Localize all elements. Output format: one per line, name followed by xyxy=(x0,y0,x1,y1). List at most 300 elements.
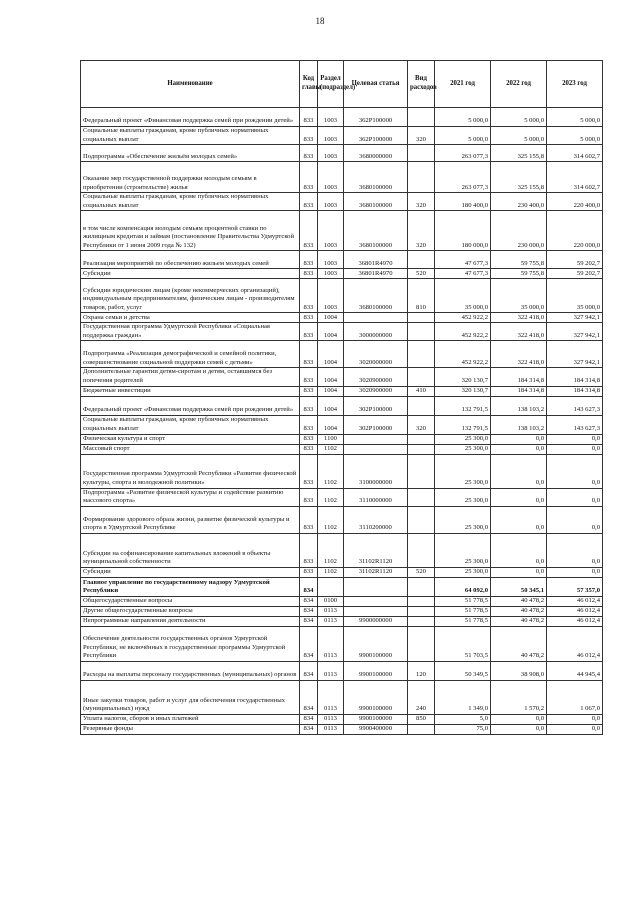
row-2023: 46 012,4 xyxy=(547,606,603,616)
table-row xyxy=(81,680,603,714)
row-name: Социальные выплаты гражданам, кроме публичных нормативных социальных выплат xyxy=(81,193,300,211)
row-code: 833 xyxy=(300,396,318,415)
row-code: 833 xyxy=(300,434,318,444)
row-2022: 0,0 xyxy=(491,724,547,734)
row-code: 833 xyxy=(300,145,318,162)
row-2023: 0,0 xyxy=(547,567,603,577)
row-article xyxy=(344,606,408,616)
row-2023: 143 627,3 xyxy=(547,396,603,415)
row-section: 1004 xyxy=(318,396,344,415)
row-type xyxy=(408,533,435,567)
row-type xyxy=(408,396,435,415)
row-2022: 322 418,0 xyxy=(491,313,547,323)
row-2021: 452 922,2 xyxy=(435,341,491,368)
row-code: 834 xyxy=(300,616,318,626)
table-body xyxy=(81,108,603,735)
row-2022: 59 755,8 xyxy=(491,251,547,269)
row-article: 302P100000 xyxy=(344,396,408,415)
table-row xyxy=(81,577,603,596)
row-section xyxy=(318,577,344,596)
row-2022: 325 155,8 xyxy=(491,162,547,193)
row-code: 833 xyxy=(300,279,318,313)
row-2023: 57 357,0 xyxy=(547,577,603,596)
row-code: 833 xyxy=(300,415,318,434)
row-2023: 220 400,0 xyxy=(547,193,603,211)
row-article: 3020000000 xyxy=(344,341,408,368)
row-section: 0113 xyxy=(318,714,344,724)
row-2023: 0,0 xyxy=(547,444,603,454)
row-article: 3680100000 xyxy=(344,193,408,211)
row-2021: 51 778,5 xyxy=(435,596,491,606)
header-type: Вид расходов xyxy=(408,61,435,108)
row-2023: 5 000,0 xyxy=(547,108,603,127)
row-name: Оказание мер государственной поддержки молодым семьям в приобретении (строительстве) жилья xyxy=(81,162,300,193)
row-2023: 35 000,0 xyxy=(547,279,603,313)
row-name: Расходы на выплаты персоналу государственных (муниципальных) органов xyxy=(81,661,300,680)
row-2022: 5 000,0 xyxy=(491,108,547,127)
header-2023: 2023 год xyxy=(547,61,603,108)
row-2023: 184 314,8 xyxy=(547,386,603,396)
row-section: 1102 xyxy=(318,444,344,454)
row-2022: 322 418,0 xyxy=(491,341,547,368)
row-2021: 51 778,5 xyxy=(435,616,491,626)
row-name: Непрограммные направления деятельности xyxy=(81,616,300,626)
row-section: 1102 xyxy=(318,488,344,506)
row-2021: 75,0 xyxy=(435,724,491,734)
row-name: Другие общегосударственные вопросы xyxy=(81,606,300,616)
row-type: 320 xyxy=(408,193,435,211)
row-2022: 184 314,8 xyxy=(491,368,547,386)
row-section: 1102 xyxy=(318,533,344,567)
table-row xyxy=(81,724,603,734)
row-2023: 0,0 xyxy=(547,533,603,567)
row-section: 0100 xyxy=(318,596,344,606)
row-section: 0113 xyxy=(318,724,344,734)
row-2021: 5 000,0 xyxy=(435,127,491,145)
row-code: 834 xyxy=(300,596,318,606)
row-section: 1003 xyxy=(318,211,344,251)
row-article: 3110000000 xyxy=(344,488,408,506)
row-type xyxy=(408,368,435,386)
table-row xyxy=(81,444,603,454)
row-type xyxy=(408,454,435,488)
row-type xyxy=(408,323,435,341)
row-name: Уплата налогов, сборов и иных платежей xyxy=(81,714,300,724)
row-2022: 138 103,2 xyxy=(491,415,547,434)
table-row xyxy=(81,269,603,279)
row-section: 1102 xyxy=(318,454,344,488)
row-2023: 0,0 xyxy=(547,714,603,724)
row-code: 833 xyxy=(300,444,318,454)
row-type xyxy=(408,434,435,444)
row-section: 1003 xyxy=(318,279,344,313)
row-code: 834 xyxy=(300,577,318,596)
row-type: 520 xyxy=(408,567,435,577)
table-row xyxy=(81,488,603,506)
row-2023: 314 602,7 xyxy=(547,145,603,162)
table-row xyxy=(81,626,603,661)
row-2022: 0,0 xyxy=(491,488,547,506)
table-row xyxy=(81,386,603,396)
row-type xyxy=(408,596,435,606)
row-2023: 1 067,0 xyxy=(547,680,603,714)
row-2021: 25 300,0 xyxy=(435,454,491,488)
header-section: Раздел (подраздел) xyxy=(318,61,344,108)
row-section: 1004 xyxy=(318,368,344,386)
row-2022: 322 418,0 xyxy=(491,323,547,341)
row-name: Дополнительные гарантии детям-сиротам и детям, оставшимся без попечения родителей xyxy=(81,368,300,386)
row-section: 1003 xyxy=(318,269,344,279)
row-code: 833 xyxy=(300,533,318,567)
row-2023: 0,0 xyxy=(547,488,603,506)
budget-table xyxy=(80,60,603,735)
row-code: 833 xyxy=(300,454,318,488)
row-2023: 314 602,7 xyxy=(547,162,603,193)
row-code: 833 xyxy=(300,323,318,341)
row-2021: 452 922,2 xyxy=(435,313,491,323)
row-type xyxy=(408,444,435,454)
row-name: Подпрограмма «Реализация демографической и семейной политики, совершенствование социальной поддержки семей с детьми» xyxy=(81,341,300,368)
table-row xyxy=(81,193,603,211)
row-section: 1003 xyxy=(318,193,344,211)
row-2023: 44 945,4 xyxy=(547,661,603,680)
row-2023: 59 202,7 xyxy=(547,251,603,269)
row-2023: 327 942,1 xyxy=(547,323,603,341)
row-code: 833 xyxy=(300,567,318,577)
row-2021: 25 300,0 xyxy=(435,488,491,506)
row-2021: 263 077,3 xyxy=(435,162,491,193)
row-type: 120 xyxy=(408,661,435,680)
row-type: 240 xyxy=(408,680,435,714)
row-section: 1102 xyxy=(318,567,344,577)
row-type xyxy=(408,108,435,127)
row-2022: 5 000,0 xyxy=(491,127,547,145)
row-article: 302P100000 xyxy=(344,415,408,434)
row-name: Главное управление по государственному надзору Удмуртской Республики xyxy=(81,577,300,596)
row-article: 3680100000 xyxy=(344,279,408,313)
row-code: 833 xyxy=(300,251,318,269)
row-article xyxy=(344,596,408,606)
row-type xyxy=(408,724,435,734)
row-code: 833 xyxy=(300,127,318,145)
row-2021: 5,0 xyxy=(435,714,491,724)
row-name: Резервные фонды xyxy=(81,724,300,734)
row-section: 0113 xyxy=(318,680,344,714)
table-row xyxy=(81,341,603,368)
row-2022: 138 103,2 xyxy=(491,396,547,415)
row-section: 0113 xyxy=(318,661,344,680)
row-article: 9900100000 xyxy=(344,661,408,680)
row-code: 833 xyxy=(300,368,318,386)
row-2021: 50 349,5 xyxy=(435,661,491,680)
header-2021: 2021 год xyxy=(435,61,491,108)
row-2021: 25 300,0 xyxy=(435,506,491,533)
row-2021: 51 778,5 xyxy=(435,606,491,616)
row-article: 3000000000 xyxy=(344,323,408,341)
row-2022: 230 000,0 xyxy=(491,211,547,251)
row-2023: 327 942,1 xyxy=(547,341,603,368)
row-article: 362P100000 xyxy=(344,108,408,127)
table-row xyxy=(81,616,603,626)
row-article: 3020900000 xyxy=(344,368,408,386)
table-row xyxy=(81,368,603,386)
row-section: 1003 xyxy=(318,108,344,127)
row-type xyxy=(408,313,435,323)
row-2021: 5 000,0 xyxy=(435,108,491,127)
row-name: в том числе компенсация молодым семьям процентной ставки по жилищным кредитам и займам (постановление Правительства Удмуртской Республики от 1 июня 2009 года № 132) xyxy=(81,211,300,251)
row-2022: 325 155,8 xyxy=(491,145,547,162)
row-2023: 46 012,4 xyxy=(547,596,603,606)
row-type xyxy=(408,251,435,269)
row-article: 9900000000 xyxy=(344,616,408,626)
row-2023: 5 000,0 xyxy=(547,127,603,145)
row-2023: 46 012,4 xyxy=(547,626,603,661)
row-section: 1004 xyxy=(318,323,344,341)
row-code: 833 xyxy=(300,269,318,279)
row-type xyxy=(408,626,435,661)
row-name: Реализация мероприятий по обеспечению жильем молодых семей xyxy=(81,251,300,269)
row-type xyxy=(408,606,435,616)
row-code: 834 xyxy=(300,724,318,734)
row-article: 9900100000 xyxy=(344,714,408,724)
table-row xyxy=(81,279,603,313)
row-code: 833 xyxy=(300,313,318,323)
row-code: 834 xyxy=(300,661,318,680)
row-2023: 46 012,4 xyxy=(547,616,603,626)
row-section: 1003 xyxy=(318,162,344,193)
row-2023: 0,0 xyxy=(547,724,603,734)
row-type xyxy=(408,488,435,506)
row-article: 9900100000 xyxy=(344,680,408,714)
row-article: 3110200000 xyxy=(344,506,408,533)
table-row xyxy=(81,434,603,444)
row-article: 9900100000 xyxy=(344,626,408,661)
row-name: Федеральный проект «Финансовая поддержка семей при рождении детей» xyxy=(81,108,300,127)
row-article xyxy=(344,434,408,444)
row-section: 1004 xyxy=(318,341,344,368)
row-name: Иные закупки товаров, работ и услуг для обеспечения государственных (муниципальных) нужд xyxy=(81,680,300,714)
row-code: 833 xyxy=(300,488,318,506)
table-row xyxy=(81,251,603,269)
row-section: 1004 xyxy=(318,386,344,396)
table-row xyxy=(81,606,603,616)
row-2022: 0,0 xyxy=(491,506,547,533)
row-name: Субсидии xyxy=(81,269,300,279)
row-name: Обеспечение деятельности государственных органов Удмуртской Республики, не включённых в государственные программы Удмуртской Республики xyxy=(81,626,300,661)
row-2021: 180 400,0 xyxy=(435,193,491,211)
row-name: Массовый спорт xyxy=(81,444,300,454)
table-row xyxy=(81,567,603,577)
row-type xyxy=(408,506,435,533)
row-name: Подпрограмма «Обеспечение жильём молодых семей» xyxy=(81,145,300,162)
row-article: 3680100000 xyxy=(344,162,408,193)
row-2022: 0,0 xyxy=(491,454,547,488)
row-article xyxy=(344,577,408,596)
row-2021: 1 349,0 xyxy=(435,680,491,714)
row-code: 834 xyxy=(300,714,318,724)
row-section: 0113 xyxy=(318,606,344,616)
row-2023: 59 202,7 xyxy=(547,269,603,279)
header-code: Код главы xyxy=(300,61,318,108)
row-type: 320 xyxy=(408,211,435,251)
row-article: 36801R4970 xyxy=(344,251,408,269)
row-section: 1003 xyxy=(318,145,344,162)
row-2021: 25 300,0 xyxy=(435,567,491,577)
row-2021: 47 677,3 xyxy=(435,251,491,269)
table-row xyxy=(81,506,603,533)
row-code: 833 xyxy=(300,108,318,127)
row-code: 834 xyxy=(300,626,318,661)
row-2022: 184 314,8 xyxy=(491,386,547,396)
row-code: 833 xyxy=(300,193,318,211)
row-type xyxy=(408,162,435,193)
row-2021: 180 000,0 xyxy=(435,211,491,251)
row-code: 833 xyxy=(300,211,318,251)
row-code: 833 xyxy=(300,506,318,533)
row-name: Общегосударственные вопросы xyxy=(81,596,300,606)
row-2022: 0,0 xyxy=(491,533,547,567)
table-row xyxy=(81,396,603,415)
row-2022: 40 478,2 xyxy=(491,606,547,616)
row-2022: 40 478,2 xyxy=(491,616,547,626)
row-type: 410 xyxy=(408,386,435,396)
row-2022: 40 478,2 xyxy=(491,596,547,606)
table-row xyxy=(81,596,603,606)
row-2023: 0,0 xyxy=(547,454,603,488)
row-2022: 0,0 xyxy=(491,444,547,454)
row-2021: 320 130,7 xyxy=(435,368,491,386)
row-name: Физическая культура и спорт xyxy=(81,434,300,444)
row-2022: 40 478,2 xyxy=(491,626,547,661)
row-2022: 0,0 xyxy=(491,567,547,577)
row-code: 833 xyxy=(300,341,318,368)
row-section: 1102 xyxy=(318,506,344,533)
row-2023: 184 314,8 xyxy=(547,368,603,386)
row-article xyxy=(344,313,408,323)
row-name: Государственная программа Удмуртской Республики «Социальная поддержка граждан» xyxy=(81,323,300,341)
row-2022: 38 908,0 xyxy=(491,661,547,680)
row-article: 36801R4970 xyxy=(344,269,408,279)
row-2022: 0,0 xyxy=(491,714,547,724)
table-row xyxy=(81,454,603,488)
row-2021: 132 791,5 xyxy=(435,415,491,434)
row-2021: 263 077,3 xyxy=(435,145,491,162)
row-2021: 25 300,0 xyxy=(435,434,491,444)
table-row xyxy=(81,127,603,145)
row-name: Субсидии xyxy=(81,567,300,577)
row-section: 0113 xyxy=(318,626,344,661)
row-name: Социальные выплаты гражданам, кроме публичных нормативных социальных выплат xyxy=(81,127,300,145)
row-article: 9900400000 xyxy=(344,724,408,734)
row-2022: 1 570,2 xyxy=(491,680,547,714)
row-article: 362P100000 xyxy=(344,127,408,145)
row-article: 3100000000 xyxy=(344,454,408,488)
header-2022: 2022 год xyxy=(491,61,547,108)
row-2021: 51 703,5 xyxy=(435,626,491,661)
row-type: 850 xyxy=(408,714,435,724)
row-2022: 230 400,0 xyxy=(491,193,547,211)
row-2021: 452 922,2 xyxy=(435,323,491,341)
table-row xyxy=(81,145,603,162)
row-article: 3020900000 xyxy=(344,386,408,396)
row-2021: 25 300,0 xyxy=(435,533,491,567)
header-name: Наименование xyxy=(81,61,300,108)
row-section: 0113 xyxy=(318,616,344,626)
row-2022: 59 755,8 xyxy=(491,269,547,279)
row-2021: 132 791,5 xyxy=(435,396,491,415)
row-article: 31102R1120 xyxy=(344,567,408,577)
header-article: Целевая статья xyxy=(344,61,408,108)
row-2021: 47 677,3 xyxy=(435,269,491,279)
row-section: 1100 xyxy=(318,434,344,444)
row-name: Субсидии на софинансирование капитальных вложений в объекты муниципальной собственности xyxy=(81,533,300,567)
table-row xyxy=(81,323,603,341)
row-2021: 35 000,0 xyxy=(435,279,491,313)
row-article: 31102R1120 xyxy=(344,533,408,567)
row-name: Формирование здорового образа жизни, развитие физической культуры и спорта в Удмуртской Республике xyxy=(81,506,300,533)
table-header-row xyxy=(81,61,603,108)
row-2023: 0,0 xyxy=(547,506,603,533)
row-type xyxy=(408,616,435,626)
table-row xyxy=(81,162,603,193)
row-2023: 220 000,0 xyxy=(547,211,603,251)
row-2023: 0,0 xyxy=(547,434,603,444)
row-type xyxy=(408,145,435,162)
row-code: 833 xyxy=(300,386,318,396)
row-section: 1003 xyxy=(318,251,344,269)
row-article: 3680000000 xyxy=(344,145,408,162)
row-name: Федеральный проект «Финансовая поддержка семей при рождении детей» xyxy=(81,396,300,415)
row-code: 834 xyxy=(300,606,318,616)
row-name: Бюджетные инвестиции xyxy=(81,386,300,396)
row-type: 810 xyxy=(408,279,435,313)
row-2023: 143 627,3 xyxy=(547,415,603,434)
row-2023: 327 942,1 xyxy=(547,313,603,323)
row-2021: 64 092,0 xyxy=(435,577,491,596)
row-name: Охрана семьи и детства xyxy=(81,313,300,323)
row-type: 320 xyxy=(408,415,435,434)
row-code: 834 xyxy=(300,680,318,714)
table-row xyxy=(81,661,603,680)
row-code: 833 xyxy=(300,162,318,193)
table-row xyxy=(81,714,603,724)
row-2021: 320 130,7 xyxy=(435,386,491,396)
table-row xyxy=(81,313,603,323)
row-type: 520 xyxy=(408,269,435,279)
row-section: 1003 xyxy=(318,127,344,145)
row-2022: 50 345,1 xyxy=(491,577,547,596)
row-article: 3680100000 xyxy=(344,211,408,251)
row-section: 1004 xyxy=(318,415,344,434)
row-name: Социальные выплаты гражданам, кроме публичных нормативных социальных выплат xyxy=(81,415,300,434)
row-2022: 0,0 xyxy=(491,434,547,444)
table-row xyxy=(81,533,603,567)
table-row xyxy=(81,211,603,251)
row-name: Государственная программа Удмуртской Республики «Развитие физической культуры, спорта и молодежной политики» xyxy=(81,454,300,488)
row-name: Подпрограмма «Развитие физической культуры и содействие развитию массового спорта» xyxy=(81,488,300,506)
row-article xyxy=(344,444,408,454)
row-type xyxy=(408,577,435,596)
row-2021: 25 300,0 xyxy=(435,444,491,454)
row-section: 1004 xyxy=(318,313,344,323)
row-2022: 35 000,0 xyxy=(491,279,547,313)
row-type: 320 xyxy=(408,127,435,145)
table-row xyxy=(81,108,603,127)
row-name: Субсидии юридическим лицам (кроме некоммерческих организаций), индивидуальным предпринимателям, физическим лицам - производителям товаров, работ, услуг xyxy=(81,279,300,313)
row-type xyxy=(408,341,435,368)
table-row xyxy=(81,415,603,434)
page-number: 18 xyxy=(315,16,325,26)
